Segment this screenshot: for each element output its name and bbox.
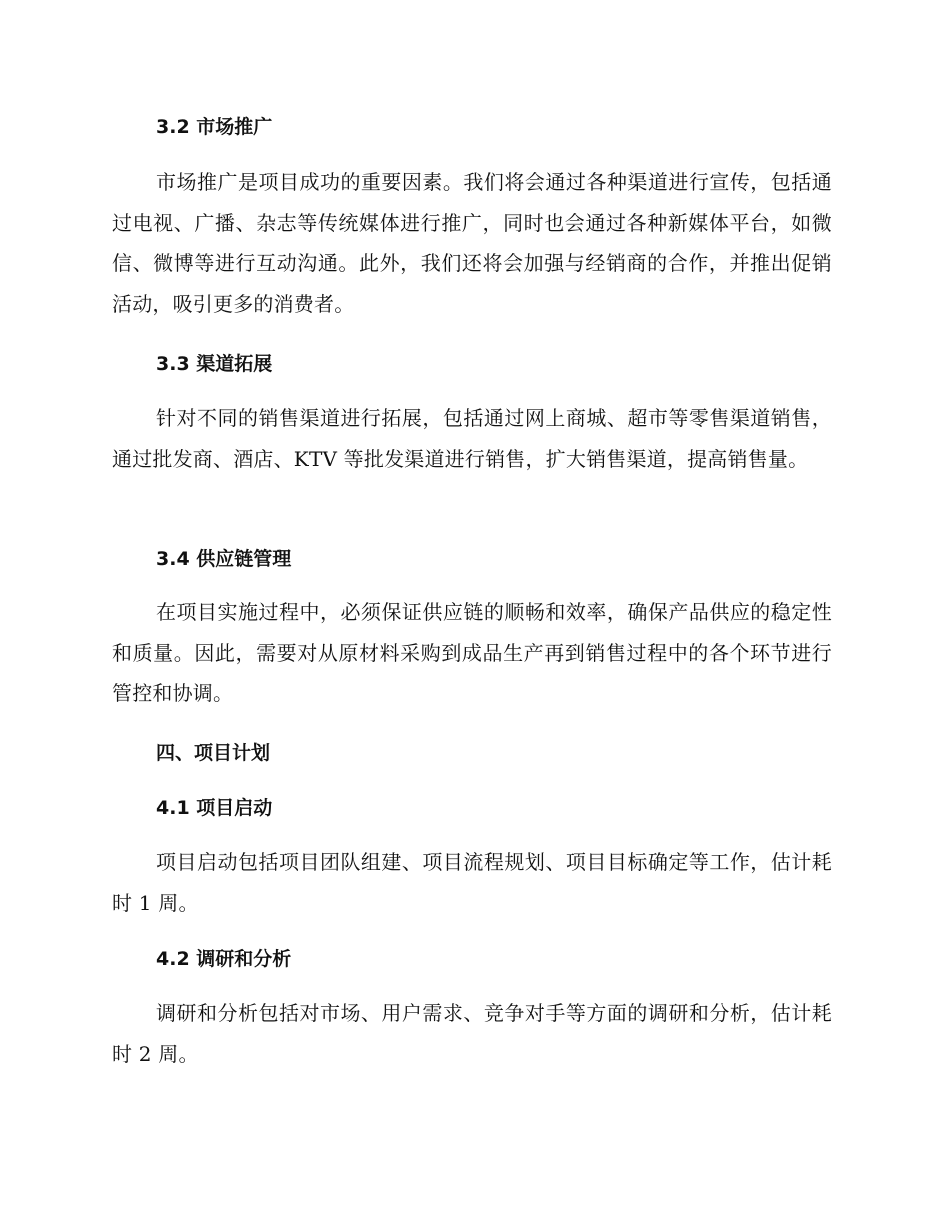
section-paragraph-3-4: 在项目实施过程中，必须保证供应链的顺畅和效率，确保产品供应的稳定性和质量。因此，需要对从原材料采购到成品生产再到销售过程中的各个环节进行管控和协调。 bbox=[112, 600, 832, 705]
section-heading-3-2: 3.2 市场推广 bbox=[156, 116, 273, 138]
chapter-heading-4: 四、项目计划 bbox=[156, 742, 271, 764]
section-heading-3-4: 3.4 供应链管理 bbox=[156, 548, 292, 570]
section-paragraph-4-2: 调研和分析包括对市场、用户需求、竞争对手等方面的调研和分析，估计耗时 2 周。 bbox=[112, 1001, 832, 1066]
section-paragraph-3-3: 针对不同的销售渠道进行拓展，包括通过网上商城、超市等零售渠道销售，通过批发商、酒店、KTV 等批发渠道进行销售，扩大销售渠道，提高销售量。 bbox=[112, 406, 832, 471]
section-heading-3-3: 3.3 渠道拓展 bbox=[156, 353, 273, 375]
section-paragraph-3-2: 市场推广是项目成功的重要因素。我们将会通过各种渠道进行宣传，包括通过电视、广播、杂志等传统媒体进行推广，同时也会通过各种新媒体平台，如微信、微博等进行互动沟通。此外，我们还将会加强与经销商的合作，并推出促销活动，吸引更多的消费者。 bbox=[112, 170, 832, 316]
section-heading-4-2: 4.2 调研和分析 bbox=[156, 948, 292, 970]
section-paragraph-4-1: 项目启动包括项目团队组建、项目流程规划、项目目标确定等工作，估计耗时 1 周。 bbox=[112, 850, 832, 915]
section-heading-4-1: 4.1 项目启动 bbox=[156, 797, 273, 819]
